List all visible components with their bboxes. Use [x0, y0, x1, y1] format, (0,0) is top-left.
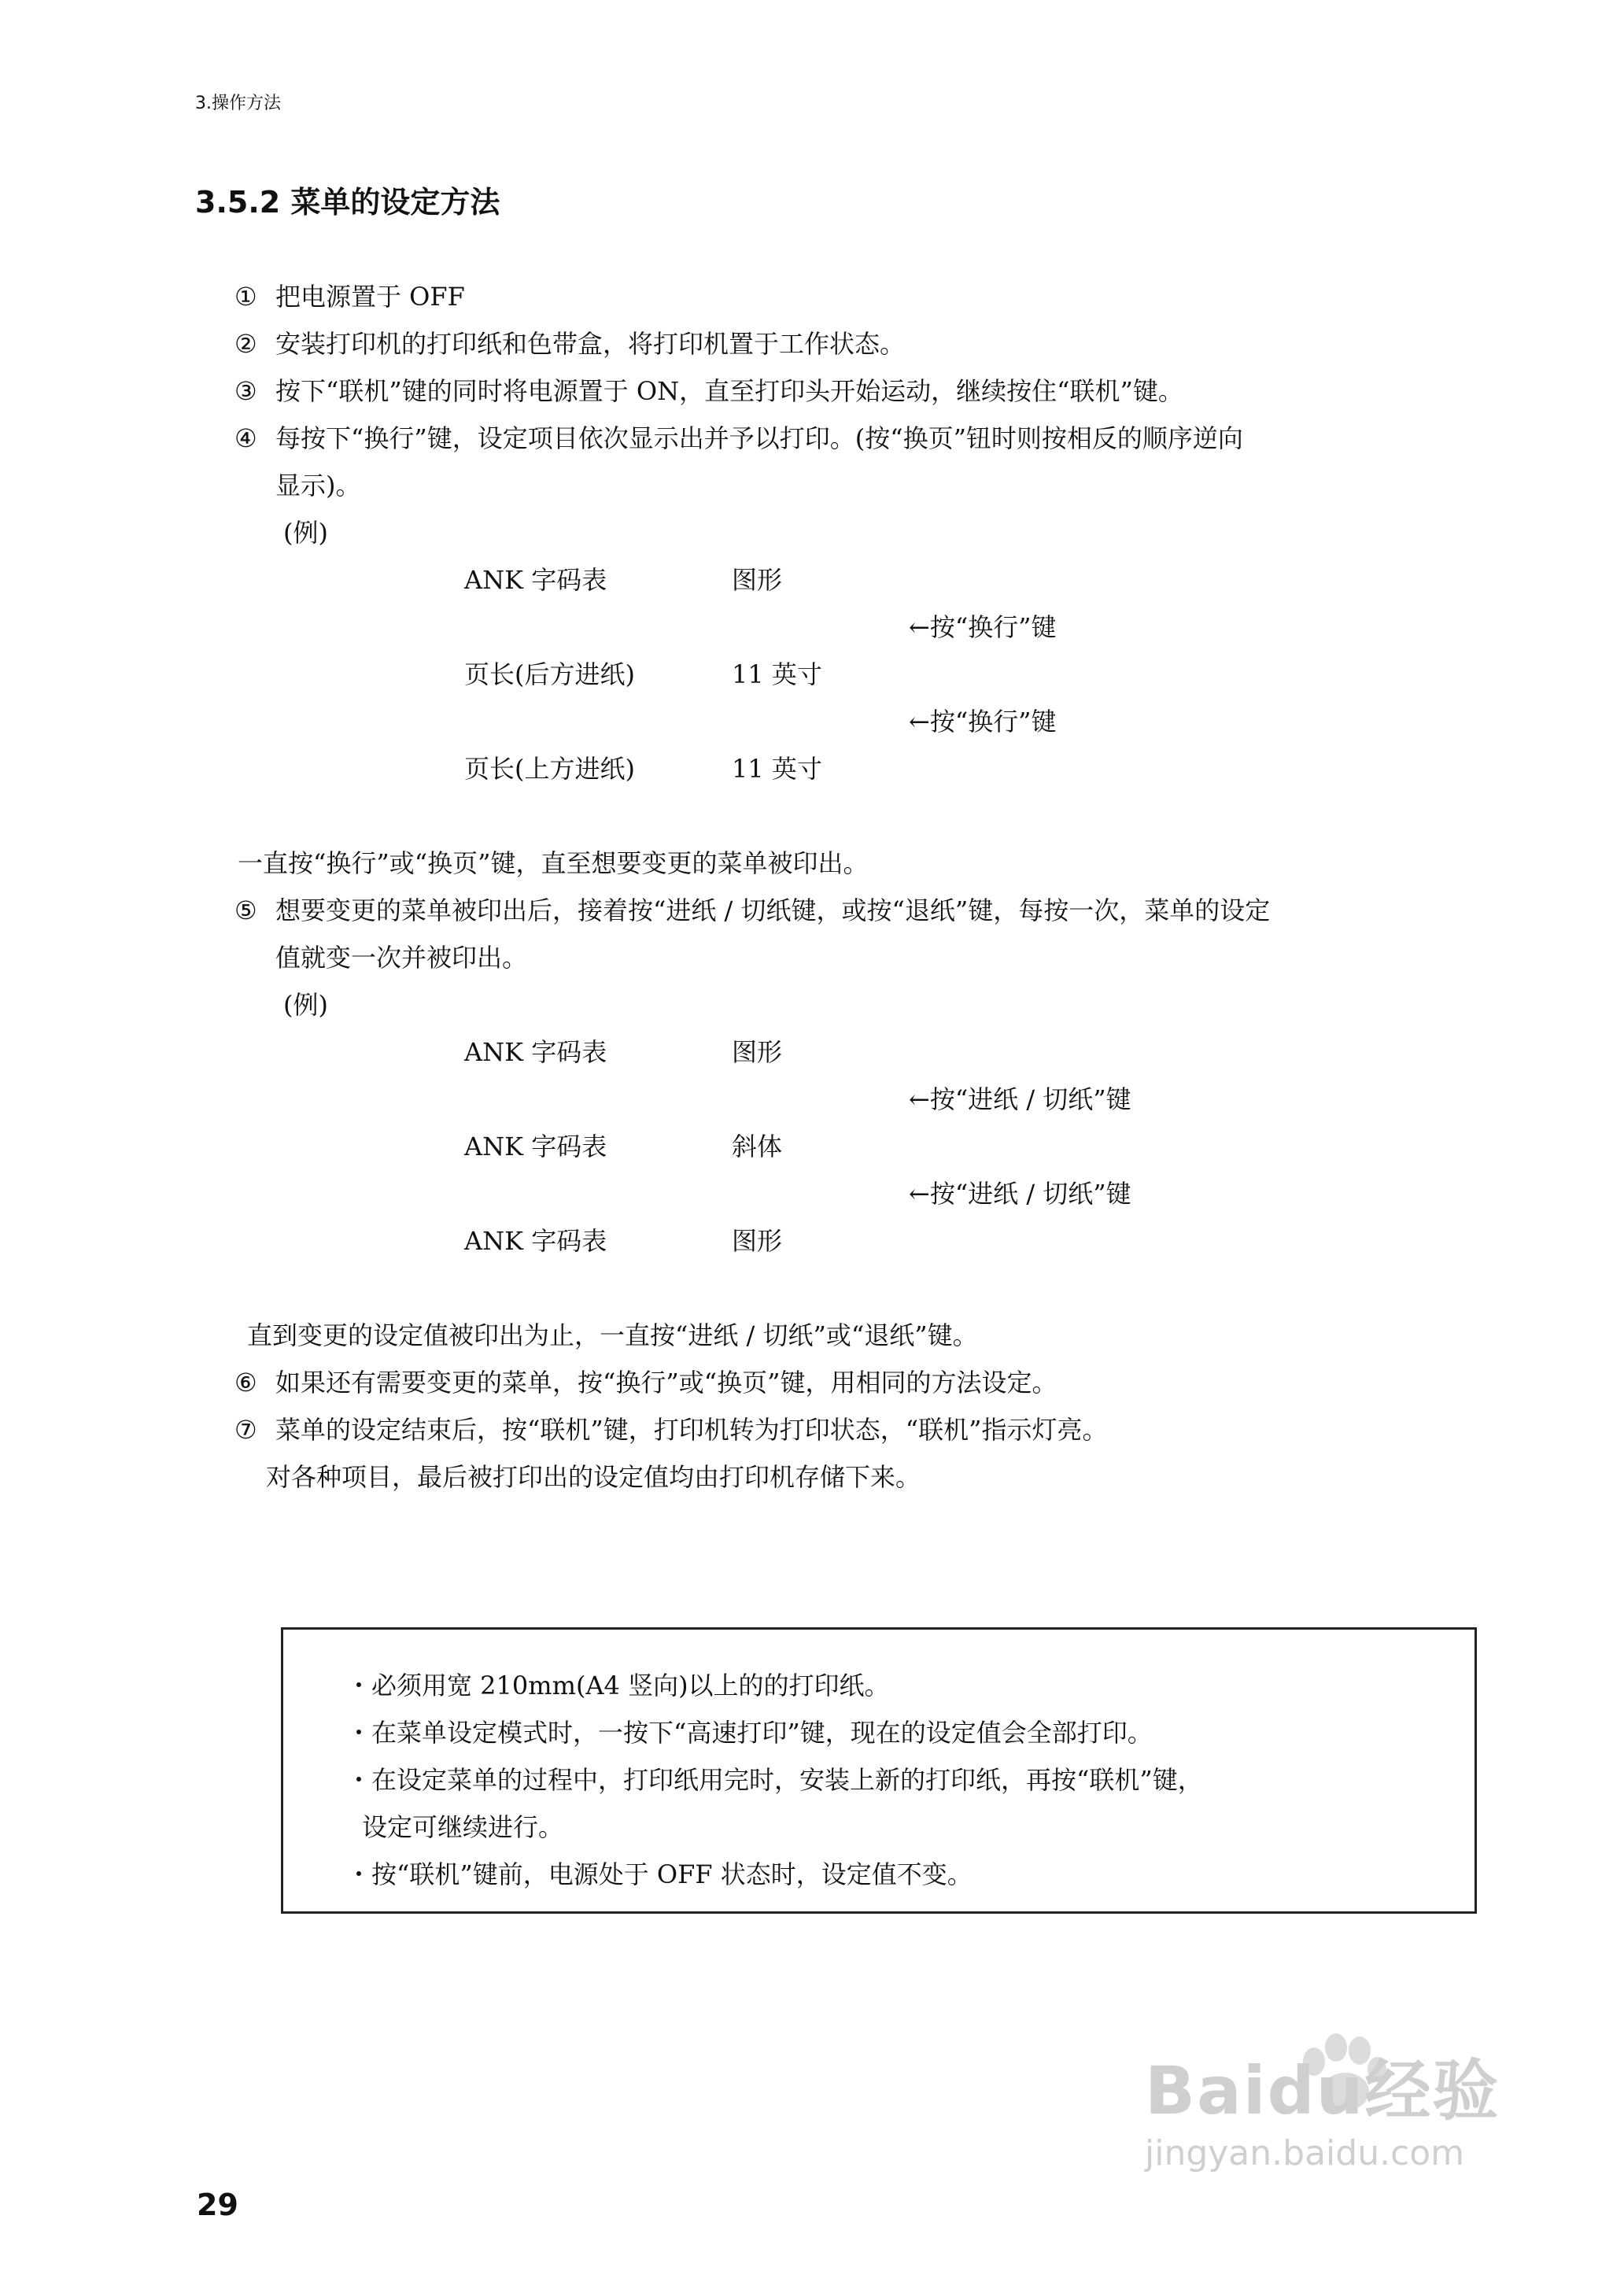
step-2 [234, 324, 905, 360]
step-5 [234, 891, 1270, 927]
step-4-number: ④ [234, 423, 257, 453]
example-2-row-3-item: ANK 字码表 [464, 1226, 607, 1256]
example-1-label: (例) [283, 518, 328, 548]
example-2-label: (例) [283, 990, 328, 1020]
note-3-continuation: 设定可继续进行。 [362, 1812, 564, 1842]
step-7-number: ⑦ [234, 1415, 257, 1445]
example-1-row-3-item: 页长(上方进纸) [464, 754, 635, 784]
step-7-continuation: 对各种项目，最后被打印出的设定值均由打印机存储下来。 [266, 1462, 921, 1492]
step-7 [234, 1410, 1107, 1446]
step-2-text: 安装打印机的打印纸和色带盒，将打印机置于工作状态。 [275, 329, 906, 359]
watermark-logo: Baidu经验 [1145, 2052, 1500, 2129]
example-1-row-2-item: 页长(后方进纸) [464, 659, 635, 689]
step-4 [234, 419, 1243, 455]
example-2-arrow-1: ←按“进纸 / 切纸”键 [909, 1084, 1131, 1114]
step-5-number: ⑤ [234, 895, 257, 925]
example-2-row-3-value: 图形 [732, 1226, 783, 1256]
step-5-text: 想要变更的菜单被印出后，接着按“进纸 / 切纸键，或按“退纸”键，每按一次，菜单的设定 [275, 895, 1271, 925]
step-6-text: 如果还有需要变更的菜单，按“换行”或“换页”键，用相同的方法设定。 [275, 1368, 1057, 1398]
example-1-arrow-1: ←按“换行”键 [909, 612, 1057, 642]
example-1-row-3-value: 11 英寸 [732, 754, 822, 784]
watermark [1145, 2038, 1500, 2173]
step-6 [234, 1363, 1057, 1399]
section-title: 3.5.2 菜单的设定方法 [195, 185, 500, 220]
example-1-arrow-2: ←按“换行”键 [909, 707, 1057, 737]
example-2-row-1-value: 图形 [732, 1037, 783, 1067]
step-3 [234, 371, 1183, 408]
note-2: ・在菜单设定模式时，一按下“高速打印”键，现在的设定值会全部打印。 [346, 1718, 1153, 1748]
example-1-row-2-value: 11 英寸 [732, 659, 822, 689]
note-1: ・必须用宽 210mm(A4 竖向)以上的的打印纸。 [346, 1671, 890, 1700]
step-4-text: 每按下“换行”键，设定项目依次显示出并予以打印。(按“换页”钮时则按相反的顺序逆向 [275, 423, 1243, 453]
step-5-continuation: 值就变一次并被印出。 [275, 943, 528, 973]
step-1-number: ① [234, 282, 257, 312]
step-4-continuation: 显示)。 [275, 471, 361, 500]
step-7-text: 菜单的设定结束后，按“联机”键，打印机转为打印状态，“联机”指示灯亮。 [275, 1415, 1108, 1445]
example-2-row-1-item: ANK 字码表 [464, 1037, 607, 1067]
step-1 [234, 277, 465, 313]
between-text: 一直按“换行”或“换页”键，直至想要变更的菜单被印出。 [238, 848, 869, 878]
note-4: ・按“联机”键前，电源处于 OFF 状态时，设定值不变。 [346, 1859, 973, 1889]
step-3-number: ③ [234, 376, 257, 406]
step-3-text: 按下“联机”键的同时将电源置于 ON，直至打印头开始运动，继续按住“联机”键。 [275, 376, 1183, 406]
after-text: 直到变更的设定值被印出为止，一直按“进纸 / 切纸”或“退纸”键。 [247, 1320, 978, 1350]
notes-box [281, 1627, 1477, 1914]
example-2-row-2-item: ANK 字码表 [464, 1132, 607, 1161]
watermark-url: jingyan.baidu.com [1145, 2133, 1465, 2173]
step-1-text: 把电源置于 OFF [275, 282, 465, 312]
running-header: 3.操作方法 [195, 94, 281, 113]
example-2-row-2-value: 斜体 [732, 1132, 783, 1161]
example-1-row-1-value: 图形 [732, 565, 783, 595]
page-number: 29 [197, 2188, 238, 2222]
note-3: ・在设定菜单的过程中，打印纸用完时，安装上新的打印纸，再按“联机”键， [346, 1765, 1203, 1795]
example-2-arrow-2: ←按“进纸 / 切纸”键 [909, 1179, 1131, 1209]
example-1-row-1-item: ANK 字码表 [464, 565, 607, 595]
step-2-number: ② [234, 329, 257, 359]
step-6-number: ⑥ [234, 1368, 257, 1398]
